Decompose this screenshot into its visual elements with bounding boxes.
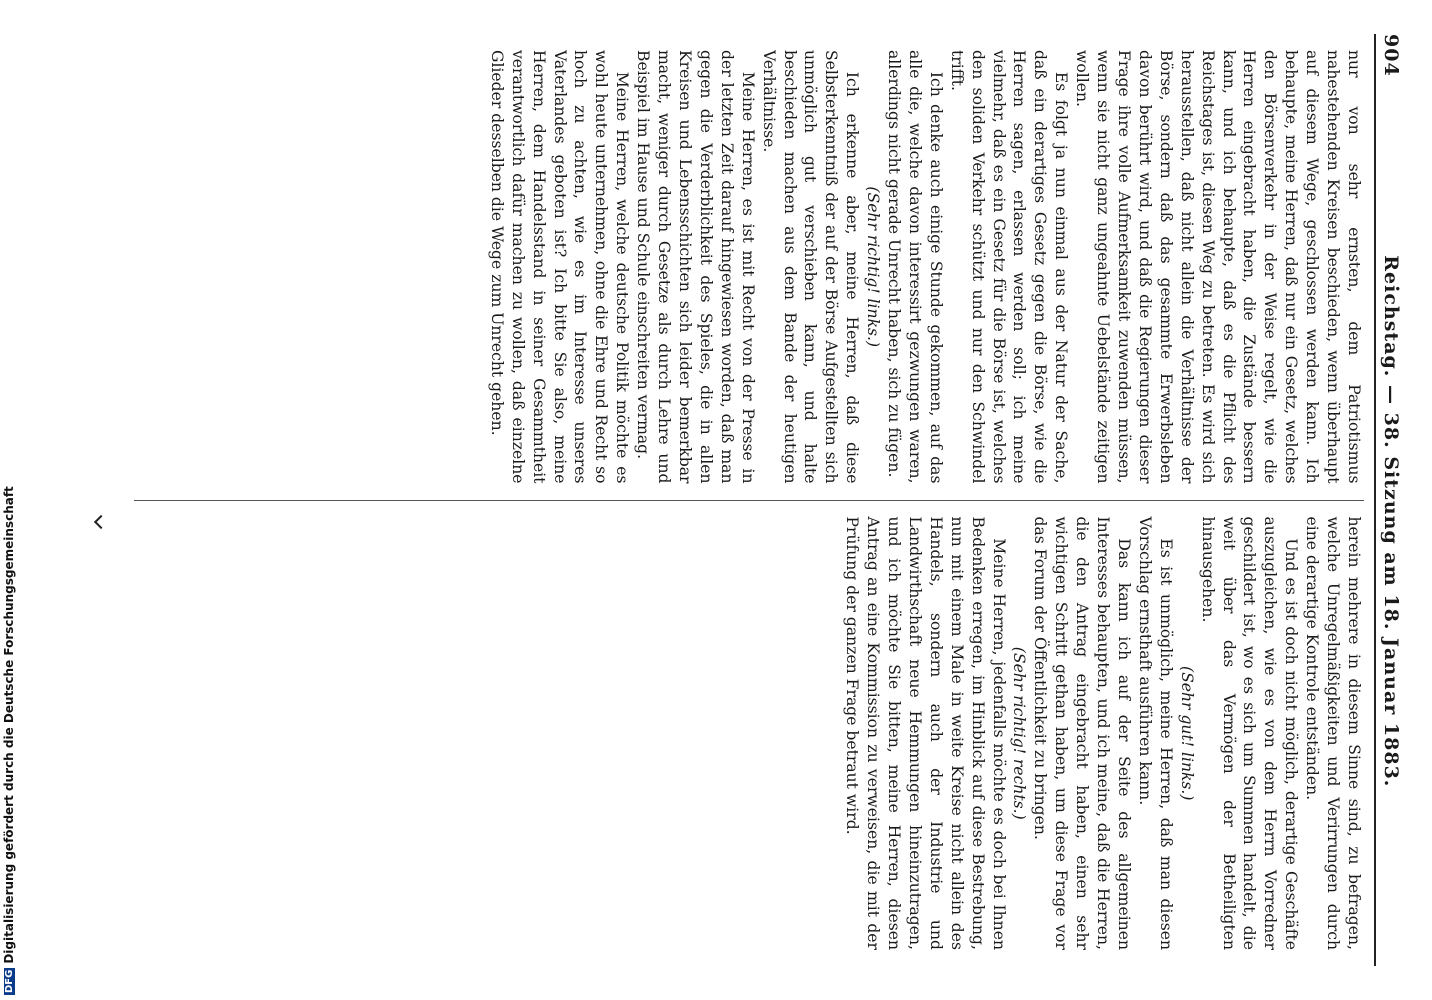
paragraph: Meine Herren, jedenfalls möchte es doch bei Ihnen Bedenken erregen, im Hinblick auf diese Bestrebung, nun mit einem Male in weite Kreise nicht allein des Handels, sondern auch der Industrie und Landwirthschaft neue Hemmungen hineinzutragen, und ich möchte Sie bitten, meine Herren, diesen Antrag an eine Kommission zu verweisen, die mit der Prüfung der ganzen Frage betraut wird. — [843, 516, 1008, 950]
paragraph: nur von sehr ernsten, dem Patriotismus nahestehenden Kreisen beschieden, wenn überhaupt auf diesem Wege, geschlossen werden kann. Ich behaupte, meine Herren, daß nur ein Gesetz, welches den Börsenverkehr in der Weise regelt, wie die Herren eingebracht haben, die Zustände bessern kann, und ich behaupte, daß es die Pflicht des Reichstages ist, diesen Weg zu betreten. Es wird sich herausstellen, daß nicht allein die Verhältnisse der Börse, sondern daß das gesammte Erwerbsleben davon berührt wird, und daß die Regierungen dieser Frage ihre volle Aufmerksamkeit zuwenden müssen, wenn sie nicht ganz ungeahnte Uebelstände zeitigen wollen. — [1073, 50, 1363, 484]
footer-credit — [2, 486, 16, 995]
remark: (Sehr richtig! rechts.) — [1010, 646, 1029, 820]
paragraph: Das kann ich auf der Seite des allgemeinen Interesses behaupten, und ich meine, daß die Herren, die den Antrag eingebracht haben, einen sehr wichtigen Schritt gethan haben, um diese Frage vor das Forum der Öffentlichkeit zu bringen. — [1031, 516, 1134, 950]
document-page — [72, 0, 1432, 1000]
remark: (Sehr gut! links.) — [1177, 666, 1196, 801]
column-left — [134, 34, 1364, 500]
paragraph: Und es ist doch nicht möglich, derartige Geschäfte auszugleichen, wie es von dem Herrn Vorredner geschildert ist, wo es sich um Summen handelt, die weit über das Vermögen der Betheiligten hinausgehen. — [1198, 516, 1301, 950]
page-header — [1374, 34, 1402, 966]
digitization-footer — [0, 0, 26, 1000]
paragraph: Meine Herren, es ist mit Recht von der Presse in der letzten Zeit darauf hingewiesen worden, daß man gegen die Verderblichkeit des Spieles, die in allen Kreisen und Lebensschichten sich leider bemerkbar macht, weniger durch Gesetze als durch Lehre und Beispiel im Hause und Schule einschreiten vermag. — [634, 50, 757, 484]
paragraph: Ich denke auch einige Stunde gekommen, auf das alle die, welche davon interessirt gezwungen waren, allerdings nicht gerade Unrecht haben, sich zu fügen. — [885, 50, 945, 484]
remark: (Sehr richtig! links.) — [864, 186, 883, 348]
paragraph: herein mehrere in diesem Sinne sind, zu befragen, welche Unregelmäßigkeiten und Verirrungen durch eine derartige Kontrole entständen. — [1303, 516, 1363, 950]
page-number: 904 — [1380, 34, 1402, 77]
text-columns — [134, 34, 1364, 966]
paragraph: Meine Herren, welche deutsche Politik möchte es wohl heute unternehmen, ohne die Ehre und Recht so hoch zu achten, wie es im Interesse unseres Vaterlandes geboten ist? Ich bitte Sie also, meine Herren, dem Handelsstand in seiner Gesammtheit verantwortlich dafür machen zu wollen, daß einzelne Glieder desselben die Wege zum Unrecht gehen. — [487, 50, 632, 484]
dfg-logo-icon: DFG — [4, 969, 15, 993]
column-right — [134, 500, 1364, 967]
paragraph: Ich erkenne aber, meine Herren, daß diese Selbsterkenntniß der auf der Börse Aufgestellten sich unmöglich gut verschieben kann, und halte beschieden machen aus dem Bande der heutigen Verhältnisse. — [759, 50, 862, 484]
footer-credit-text: Digitalisierung gefördert durch die Deutsche Forschungsgemeinschaft — [2, 486, 16, 964]
paragraph: Es ist unmöglich, meine Herren, daß man diesen Vorschlag ernsthaft ausführen kann. — [1135, 516, 1175, 950]
page-title: Reichstag. — 38. Sitzung am 18. Januar 1883. — [1380, 255, 1402, 788]
paragraph: Es folgt ja nun einmal aus der Natur der Sache, daß ein derartiges Gesetz gegen die Börse, wie die Herren sagen, erlassen werden soll; ich meine vielmehr, daß es ein Gesetz für die Börse ist, welches den soliden Verkehr schützt und nur den Schwindel trifft. — [947, 50, 1071, 484]
